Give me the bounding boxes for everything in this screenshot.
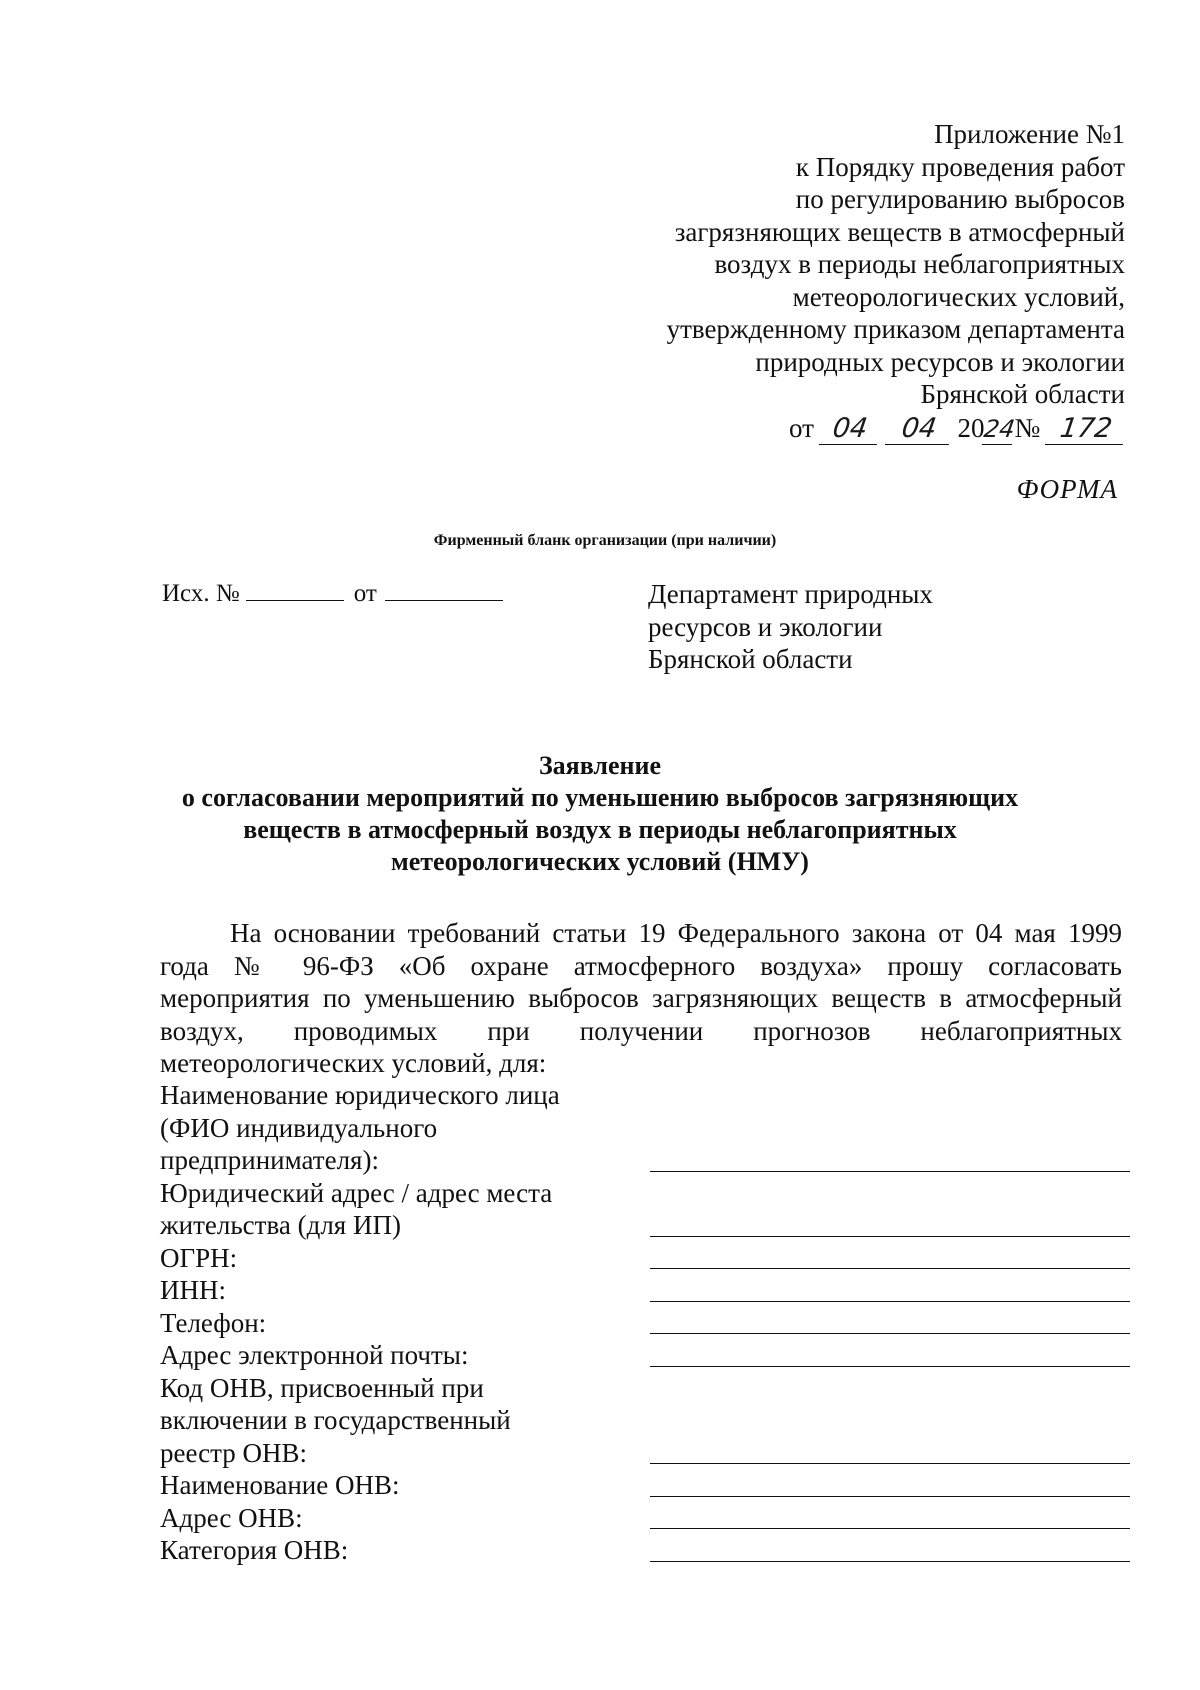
handwritten-order-number: 172 <box>1045 414 1127 445</box>
outgoing-label: Исх. № <box>162 580 240 607</box>
field-onv-code <box>160 1372 1130 1470</box>
field-onv-address <box>160 1502 1130 1535</box>
appendix-line: по регулированию выбросов <box>795 184 1125 214</box>
field-label <box>160 1469 610 1502</box>
appendix-header <box>565 118 1125 445</box>
field-label-line: Юридический адрес / адрес места <box>160 1177 553 1208</box>
field-label-line: Код ОНВ, присвоенный при <box>160 1372 484 1403</box>
appendix-line: Приложение №1 <box>934 119 1125 149</box>
body-paragraph <box>160 917 1122 1080</box>
fill-line-legal-address[interactable] <box>650 1236 1130 1237</box>
title-line: веществ в атмосферный воздух в периоды неблагоприятных <box>243 815 957 844</box>
body-line: метеорологических условий, для: <box>160 1048 547 1078</box>
field-label-line: включении в государственный <box>160 1405 511 1435</box>
body-line: мероприятия по уменьшению выбросов загрязняющих веществ в атмосферный <box>160 983 1122 1013</box>
outgoing-number-blank[interactable] <box>246 578 344 601</box>
appendix-line: природных ресурсов и экологии <box>755 346 1125 377</box>
outgoing-number-line <box>162 578 503 608</box>
field-label <box>160 1079 610 1177</box>
recipient-line: Брянской области <box>648 644 853 674</box>
date-prefix: от <box>789 412 814 443</box>
recipient-line: Департамент природных <box>648 579 933 609</box>
fill-line-email[interactable] <box>650 1366 1130 1367</box>
field-legal-name <box>160 1079 1130 1177</box>
outgoing-from-label: от <box>353 580 377 607</box>
field-ogrn <box>160 1242 1130 1275</box>
field-label <box>160 1534 610 1567</box>
field-label-line: предпринимателя): <box>160 1145 379 1175</box>
body-line: На основании требований статьи 19 Федерального закона от 04 мая 1999 <box>230 918 1122 948</box>
applicant-fields <box>160 1079 1130 1567</box>
field-label-line: Адрес ОНВ: <box>160 1502 303 1533</box>
field-label <box>160 1307 610 1340</box>
recipient-line: ресурсов и экологии <box>648 611 883 642</box>
order-date-line <box>565 412 1125 445</box>
outgoing-date-blank[interactable] <box>385 578 503 601</box>
title-line: о согласовании мероприятий по уменьшению выбросов загрязняющих <box>181 783 1019 812</box>
field-label-line: реестр ОНВ: <box>160 1437 308 1468</box>
field-inn <box>160 1274 1130 1307</box>
field-label-line: Телефон: <box>160 1307 267 1338</box>
field-label <box>160 1274 610 1307</box>
field-label <box>160 1372 610 1470</box>
field-label-line: (ФИО индивидуального <box>160 1112 438 1143</box>
fill-line-ogrn[interactable] <box>650 1268 1130 1269</box>
recipient-block <box>648 578 933 676</box>
appendix-line: к Порядку проведения работ <box>795 151 1125 182</box>
fill-line-onv-address[interactable] <box>650 1528 1130 1529</box>
fill-line-onv-name[interactable] <box>650 1496 1130 1497</box>
field-label-line: ИНН: <box>160 1275 226 1305</box>
fill-line-inn[interactable] <box>650 1301 1130 1302</box>
field-onv-name <box>160 1469 1130 1502</box>
field-email <box>160 1339 1130 1372</box>
handwritten-day: 04 <box>819 414 881 445</box>
field-label-line: ОГРН: <box>160 1242 238 1273</box>
field-label-line: Наименование ОНВ: <box>160 1470 400 1500</box>
field-label <box>160 1177 610 1242</box>
field-label <box>160 1502 610 1535</box>
appendix-line: загрязняющих веществ в атмосферный <box>674 216 1125 247</box>
form-label: ФОРМА <box>1016 474 1118 504</box>
appendix-line: утвержденному приказом департамента <box>666 314 1125 344</box>
field-phone <box>160 1307 1130 1340</box>
number-sign: № <box>1014 412 1041 443</box>
field-label-line: Наименование юридического лица <box>160 1080 560 1110</box>
fill-line-phone[interactable] <box>650 1333 1130 1334</box>
handwritten-month: 04 <box>885 414 953 445</box>
body-line: года № 96-ФЗ «Об охране атмосферного воздуха» прошу согласовать <box>160 950 1122 981</box>
body-line: воздух, проводимых при получении прогнозов неблагоприятных <box>160 1015 1122 1046</box>
field-label-line: Адрес электронной почты: <box>160 1340 469 1370</box>
letterhead-note: Фирменный бланк организации (при наличии) <box>433 532 777 549</box>
year-prefix: 20 <box>957 412 985 443</box>
handwritten-year: 24 <box>982 414 1018 443</box>
title-line: Заявление <box>538 751 662 780</box>
appendix-line: воздух в периоды неблагоприятных <box>714 249 1125 279</box>
field-onv-category <box>160 1534 1130 1567</box>
appendix-line: метеорологических условий, <box>792 281 1125 312</box>
fill-line-onv-code[interactable] <box>650 1463 1130 1464</box>
field-label-line: жительства (для ИП) <box>160 1210 401 1240</box>
fill-line-onv-category[interactable] <box>650 1561 1130 1562</box>
document-title <box>0 750 1200 878</box>
fill-line-legal-name[interactable] <box>650 1171 1130 1172</box>
title-line: метеорологических условий (НМУ) <box>391 847 809 876</box>
field-label <box>160 1339 610 1372</box>
field-label-line: Категория ОНВ: <box>160 1535 349 1565</box>
appendix-line: Брянской области <box>920 379 1125 409</box>
field-legal-address <box>160 1177 1130 1242</box>
field-label <box>160 1242 610 1275</box>
